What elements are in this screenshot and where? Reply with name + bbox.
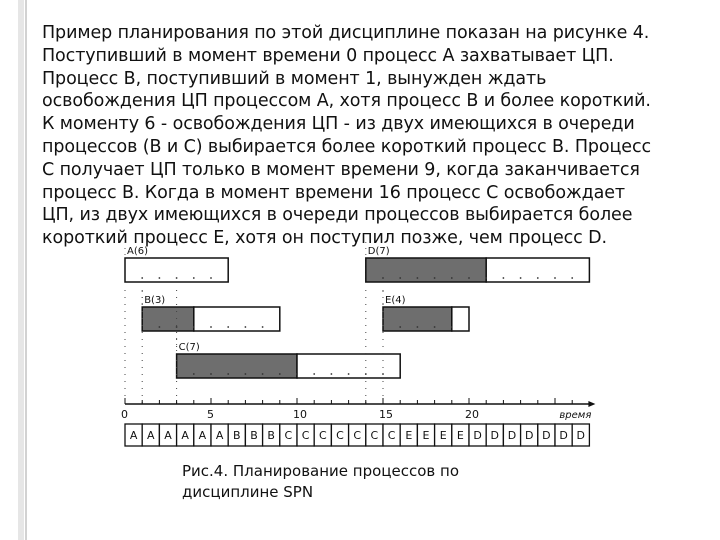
process-bar-waiting bbox=[194, 307, 280, 331]
axis-tick-label: 5 bbox=[207, 408, 214, 421]
bar-tick-dot bbox=[159, 326, 161, 328]
timeline-letter: C bbox=[387, 429, 396, 442]
timeline-letter: E bbox=[439, 429, 447, 442]
process-bar-waiting bbox=[452, 307, 469, 331]
bar-tick-dot bbox=[434, 326, 436, 328]
bar-tick-dot bbox=[176, 277, 178, 279]
bar-tick-dot bbox=[451, 326, 453, 328]
timeline-letter: D bbox=[524, 429, 534, 442]
paragraph-line: освобождения ЦП процессом A, хотя процесс B и более короткий. bbox=[42, 91, 651, 112]
timeline-letter: C bbox=[301, 429, 310, 442]
bar-tick-dot bbox=[537, 277, 539, 279]
bar-tick-dot bbox=[227, 326, 229, 328]
bar-tick-dot bbox=[417, 326, 419, 328]
timeline-letter: A bbox=[215, 429, 224, 442]
bar-tick-dot bbox=[503, 277, 505, 279]
axis-tick-label: 20 bbox=[465, 408, 479, 421]
bar-tick-dot bbox=[382, 277, 384, 279]
paragraph-line: процессов (B и C) выбирается более короткий процесс B. Процесс bbox=[42, 136, 652, 157]
bar-tick-dot bbox=[399, 326, 401, 328]
process-bar-running bbox=[177, 354, 297, 378]
caption-line: Рис.4. Планирование процессов по bbox=[182, 462, 459, 480]
timeline-letter: D bbox=[507, 429, 517, 442]
timeline-letter: D bbox=[490, 429, 500, 442]
axis-label: время bbox=[559, 410, 592, 421]
bar-tick-dot bbox=[141, 277, 143, 279]
timeline-letter: E bbox=[422, 429, 430, 442]
paragraph-line: К моменту 6 - освобождения ЦП - из двух имеющихся в очереди bbox=[42, 114, 635, 135]
timeline-letter: B bbox=[267, 429, 275, 442]
timeline-letter: D bbox=[559, 429, 568, 442]
bar-tick-dot bbox=[193, 277, 195, 279]
timeline-letter: C bbox=[336, 429, 344, 442]
caption-line: дисциплине SPN bbox=[182, 483, 314, 501]
timeline-letter: A bbox=[198, 429, 207, 442]
bar-tick-dot bbox=[468, 277, 470, 279]
paragraph-line: Пример планирования по этой дисциплине показан на рисунке 4. bbox=[42, 23, 650, 43]
bar-tick-dot bbox=[262, 326, 264, 328]
timeline-letter: D bbox=[542, 429, 551, 442]
bar-tick-dot bbox=[279, 373, 281, 375]
bar-tick-dot bbox=[520, 277, 522, 279]
bar-tick-dot bbox=[210, 373, 212, 375]
bar-tick-dot bbox=[434, 277, 436, 279]
bar-tick-dot bbox=[554, 277, 556, 279]
paragraph-line: процесс B. Когда в момент времени 16 процесс C освобождает bbox=[42, 182, 626, 203]
timeline-letter: B bbox=[233, 429, 241, 442]
bar-tick-dot bbox=[399, 277, 401, 279]
process-label: C(7) bbox=[178, 342, 200, 353]
bar-tick-dot bbox=[159, 277, 161, 279]
timeline-letter: A bbox=[164, 429, 172, 442]
bar-tick-dot bbox=[210, 277, 212, 279]
process-label: A(6) bbox=[127, 246, 149, 257]
bar-tick-dot bbox=[313, 373, 315, 375]
timeline-letter: A bbox=[147, 429, 155, 442]
process-label: B(3) bbox=[144, 295, 166, 306]
process-bar-running bbox=[142, 307, 194, 331]
process-label: D(7) bbox=[367, 246, 390, 257]
axis-tick-label: 10 bbox=[293, 408, 307, 421]
timeline-letter: A bbox=[181, 429, 189, 442]
timeline-letter: B bbox=[250, 429, 258, 442]
bar-tick-dot bbox=[296, 373, 298, 375]
bar-tick-dot bbox=[210, 326, 212, 328]
axis-tick-label: 15 bbox=[379, 408, 393, 421]
bar-tick-dot bbox=[262, 373, 264, 375]
timeline-letter: C bbox=[370, 429, 379, 442]
bar-tick-dot bbox=[176, 326, 178, 328]
axis-arrow bbox=[588, 401, 595, 407]
timeline-letter: D bbox=[473, 429, 482, 442]
bar-tick-dot bbox=[485, 277, 487, 279]
timeline-letter: C bbox=[353, 429, 362, 442]
bar-tick-dot bbox=[571, 277, 573, 279]
process-label: E(4) bbox=[385, 295, 406, 306]
axis-tick-label: 0 bbox=[121, 408, 128, 421]
bar-tick-dot bbox=[245, 326, 247, 328]
bar-tick-dot bbox=[245, 373, 247, 375]
paragraph-line: ЦП, из двух имеющихся в очереди процессов выбирается более bbox=[42, 205, 633, 226]
bar-tick-dot bbox=[227, 373, 229, 375]
timeline-letter: E bbox=[405, 429, 413, 442]
timeline-letter: D bbox=[576, 429, 586, 442]
bar-tick-dot bbox=[193, 373, 195, 375]
paragraph-line: короткий процесс E, хотя он поступил позже, чем процесс D. bbox=[42, 228, 607, 249]
timeline-letter: C bbox=[318, 429, 327, 442]
bar-tick-dot bbox=[451, 277, 453, 279]
bar-tick-dot bbox=[331, 373, 333, 375]
paragraph-line: C получает ЦП только в момент времени 9, когда заканчивается bbox=[42, 159, 640, 180]
bar-tick-dot bbox=[193, 326, 195, 328]
paragraph-line: Процесс B, поступивший в момент 1, вынужден ждать bbox=[42, 68, 547, 89]
bar-tick-dot bbox=[417, 277, 419, 279]
figure-caption bbox=[182, 461, 482, 503]
paragraph-line: Поступивший в момент времени 0 процесс A захватывает ЦП. bbox=[42, 45, 614, 66]
process-bar-running bbox=[366, 258, 486, 282]
bar-tick-dot bbox=[348, 373, 350, 375]
timeline-letter: C bbox=[284, 429, 293, 442]
timeline-letter: E bbox=[456, 429, 464, 442]
timeline-letter: A bbox=[129, 429, 138, 442]
